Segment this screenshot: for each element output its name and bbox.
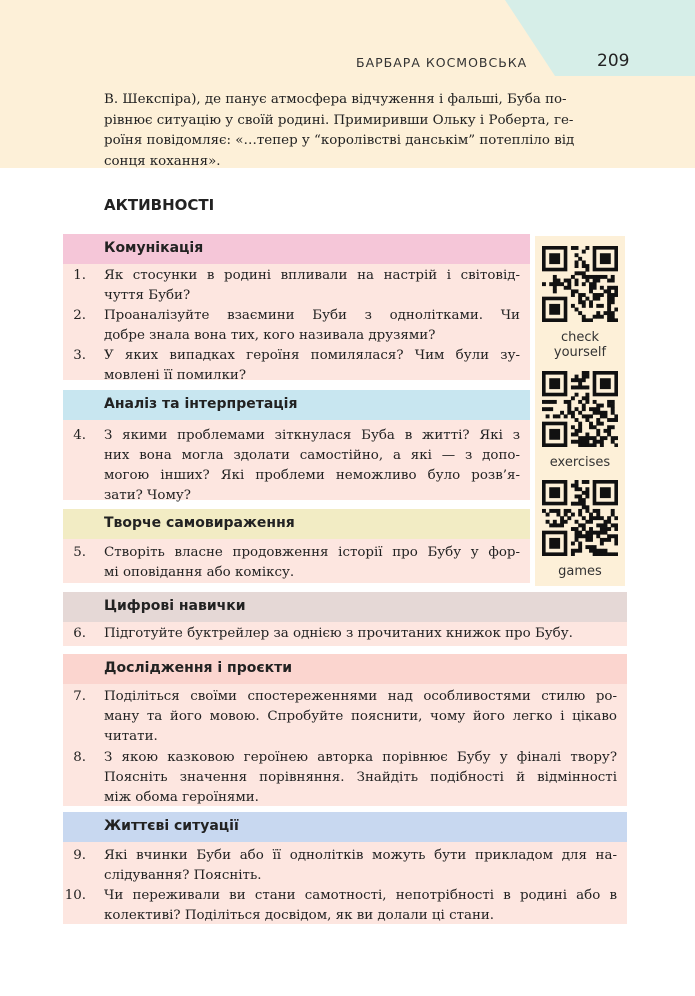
question-line: З якими проблемами зіткнулася Буба в житті? Які з [104, 428, 520, 443]
section-heading: Комунікація [104, 240, 204, 256]
question-line: Чи переживали ви стани самотності, непотрібності в родині або в [104, 888, 617, 903]
question-text [104, 266, 520, 306]
question-text [104, 543, 520, 583]
page-number: 209 [597, 51, 630, 71]
section-title: АКТИВНОСТІ [104, 196, 215, 214]
question-line: читати. [104, 729, 158, 744]
qr-label-line: yourself [553, 345, 607, 360]
questions-box [63, 684, 627, 806]
questions-box [63, 539, 530, 583]
section-band [63, 592, 627, 622]
qr-label-line: exercises [549, 455, 611, 470]
qr-code-label [535, 330, 625, 360]
qr-code-icon[interactable] [542, 480, 618, 556]
question-line: добре знала вона тих, кого називала друзями? [104, 328, 436, 343]
qr-label-line: check [560, 330, 600, 345]
question-line: Поділіться своїми спостереженнями над особливостями стилю ро- [104, 689, 617, 704]
question-text [104, 748, 617, 808]
question-line: Поясніть значення порівняння. Знайдіть подібності й відмінності [104, 770, 617, 785]
section-band [63, 812, 627, 842]
questions-box [63, 622, 627, 646]
question-text [104, 886, 617, 926]
question-number: 3. [73, 348, 86, 363]
section-band [63, 234, 530, 264]
question-number: 1. [73, 268, 86, 283]
question-number: 2. [73, 308, 86, 323]
question-line: ману та його мовою. Спробуйте пояснити, чому його легко і цікаво [104, 709, 617, 724]
question-line: Як стосунки в родині впливали на настрій і світовід- [104, 268, 520, 283]
question-number: 9. [73, 848, 86, 863]
question-line: могою інших? Які проблеми неможливо було розв’я- [104, 468, 520, 483]
question-line: З якою казковою героїнею авторка порівнює Бубу у фіналі твору? [104, 750, 617, 765]
section-heading: Творче самовираження [104, 515, 295, 531]
question-line: мі оповідання або коміксу. [104, 565, 295, 580]
question-text [104, 624, 617, 644]
section-heading: Дослідження і проєкти [104, 660, 293, 676]
section-heading: Аналіз та інтерпретація [104, 396, 298, 412]
question-text [104, 426, 520, 506]
question-line: між обома героїнями. [104, 790, 259, 805]
question-line: зати? Чому? [104, 488, 191, 503]
question-text [104, 687, 617, 747]
intro-line: рівнює ситуацію у своїй родині. Примиривши Ольку і Роберта, ге- [104, 112, 574, 128]
question-number: 6. [73, 626, 86, 641]
intro-line: сонця кохання». [104, 153, 221, 169]
question-text [104, 306, 520, 346]
question-line: Які вчинки Буби або її однолітків можуть бути прикладом для на- [104, 848, 617, 863]
questions-box [63, 264, 530, 383]
questions-box [63, 842, 627, 924]
question-text [104, 346, 520, 386]
qr-code-label [535, 455, 625, 470]
question-line: слідування? Поясніть. [104, 868, 262, 883]
question-line: чуття Буби? [104, 288, 191, 303]
section-heading: Життєві ситуації [104, 818, 239, 834]
intro-line: В. Шекспіра), де панує атмосфера відчуження і фальші, Буба по- [104, 92, 567, 107]
qr-code-icon[interactable] [542, 246, 618, 322]
question-number: 8. [73, 750, 86, 765]
question-line: У яких випадках героїня помилялася? Чим були зу- [104, 348, 520, 363]
question-number: 5. [73, 545, 86, 560]
section-band [63, 654, 627, 684]
question-number: 4. [73, 428, 86, 443]
running-head: БАРБАРА КОСМОВСЬКА [356, 55, 528, 70]
section-heading: Цифрові навички [104, 598, 246, 614]
question-number: 7. [73, 689, 86, 704]
qr-label-line: games [558, 564, 602, 579]
section-band [63, 390, 530, 420]
qr-code-label [535, 564, 625, 579]
intro-paragraph [104, 90, 632, 172]
question-line: Підготуйте буктрейлер за однією з прочитаних книжок про Бубу. [104, 626, 573, 641]
question-text [104, 846, 617, 886]
qr-code-icon[interactable] [542, 371, 618, 447]
question-number: 10. [64, 888, 86, 903]
intro-line: роїня повідомляє: «…тепер у “королівстві данськім” потепліло від [104, 133, 575, 148]
question-line: мовлені її помилки? [104, 368, 247, 383]
question-line: колективі? Поділіться досвідом, як ви долали ці стани. [104, 908, 495, 923]
question-line: них вона могла здолати самостійно, а які — з допо- [104, 448, 520, 463]
corner-decoration [0, 0, 695, 76]
question-line: Проаналізуйте взаємини Буби з однолітками. Чи [104, 308, 520, 323]
question-line: Створіть власне продовження історії про Бубу у фор- [104, 545, 520, 560]
section-band [63, 509, 530, 539]
questions-box [63, 420, 530, 503]
